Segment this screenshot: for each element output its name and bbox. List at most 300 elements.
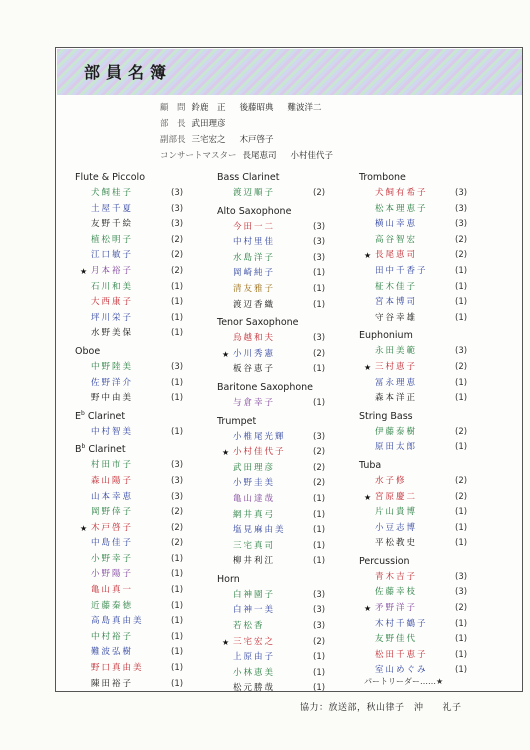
member-grade: (2) — [171, 250, 184, 261]
member-grade: (1) — [455, 393, 468, 404]
roster-column-2 — [217, 170, 357, 699]
part-leader-legend: パートリーダー……★ — [364, 677, 444, 686]
member-grade: (1) — [455, 634, 468, 645]
member-name: 青木吉子 — [375, 571, 418, 582]
member-name: 森山陽子 — [91, 475, 134, 486]
member-name: 三村恵子 — [375, 361, 418, 372]
member-name: 岡崎純子 — [233, 268, 276, 279]
member-row — [359, 601, 499, 617]
section-title — [217, 315, 357, 331]
member-row — [75, 233, 215, 249]
section-title-text: Horn — [217, 573, 240, 585]
member-row — [217, 635, 357, 651]
member-row — [359, 186, 499, 202]
section-title — [217, 414, 357, 430]
member-grade: (2) — [171, 265, 184, 276]
member-grade: (1) — [313, 509, 326, 520]
section-title-flat: b — [81, 443, 86, 451]
member-name: 難波弘樹 — [91, 647, 134, 658]
member-row — [75, 217, 215, 233]
member-name: 冨永理恵 — [375, 377, 418, 388]
member-row — [75, 248, 215, 264]
member-row — [217, 603, 357, 619]
member-row — [75, 474, 215, 490]
member-row — [75, 521, 215, 537]
member-row — [75, 202, 215, 218]
officer-name: 難波洋二 — [287, 103, 322, 113]
section-title-text: B — [75, 444, 82, 456]
member-grade: (2) — [313, 462, 326, 473]
member-name: 田中千香子 — [375, 265, 428, 276]
member-grade: (3) — [313, 605, 326, 616]
section-title — [359, 458, 499, 474]
part-leader-star-icon: ★ — [364, 362, 372, 372]
member-name: 柾木佳子 — [375, 281, 418, 292]
member-grade: (3) — [171, 219, 184, 230]
member-row — [359, 521, 499, 537]
section-title — [359, 554, 499, 570]
member-row — [217, 430, 357, 446]
member-row — [217, 539, 357, 555]
officer-name: 長尾恵司 — [242, 151, 277, 161]
member-row — [75, 391, 215, 407]
member-row — [75, 490, 215, 506]
member-row — [75, 186, 215, 202]
member-grade: (2) — [455, 234, 468, 245]
member-name: 友野佳代 — [375, 634, 418, 645]
member-grade: (1) — [455, 281, 468, 292]
member-grade: (1) — [313, 652, 326, 663]
member-name: 小野陽子 — [91, 569, 134, 580]
member-grade: (3) — [313, 333, 326, 344]
member-name: 原田太郎 — [375, 442, 418, 453]
member-row — [359, 311, 499, 327]
section-title — [359, 328, 499, 344]
member-name: 近藤秦徳 — [91, 600, 134, 611]
member-name: 守谷幸雄 — [375, 312, 418, 323]
member-grade: (1) — [313, 540, 326, 551]
member-row — [217, 554, 357, 570]
member-row — [359, 570, 499, 586]
member-row — [217, 619, 357, 635]
member-row — [217, 282, 357, 298]
member-row — [75, 360, 215, 376]
member-name: 中村智美 — [91, 426, 134, 437]
member-grade: (3) — [313, 621, 326, 632]
member-name: 陳田裕子 — [91, 678, 134, 689]
member-row — [217, 508, 357, 524]
section-title — [217, 204, 357, 220]
member-name: 網井真弓 — [233, 509, 276, 520]
member-name: 小村佳代子 — [233, 447, 286, 458]
member-row — [217, 347, 357, 363]
member-row — [75, 295, 215, 311]
member-name: 犬飼桂子 — [91, 188, 134, 198]
section-title-flat: b — [81, 409, 85, 417]
officer-row — [160, 148, 333, 164]
member-grade: (1) — [171, 616, 184, 627]
member-row — [217, 492, 357, 508]
member-name: 佐藤幸枝 — [375, 587, 418, 598]
member-name: 小野圭美 — [233, 478, 276, 489]
member-grade: (1) — [313, 397, 326, 408]
member-grade: (1) — [171, 328, 184, 339]
member-grade: (3) — [455, 346, 468, 357]
member-name: 三宅真司 — [233, 540, 276, 551]
section-title-rest: Clarinet — [84, 410, 126, 422]
member-row — [75, 645, 215, 661]
member-grade: (3) — [171, 188, 184, 198]
member-row — [217, 666, 357, 682]
member-row — [217, 681, 357, 697]
member-row — [75, 552, 215, 568]
member-name: 土屋千夏 — [91, 203, 134, 214]
member-grade: (2) — [455, 491, 468, 502]
member-row — [217, 445, 357, 461]
member-row — [359, 425, 499, 441]
member-row — [359, 648, 499, 664]
member-name: 佐野洋介 — [91, 377, 134, 388]
member-row — [75, 280, 215, 296]
member-row — [359, 280, 499, 296]
member-name: 中村裕子 — [91, 631, 134, 642]
member-grade: (3) — [455, 587, 468, 598]
member-row — [359, 233, 499, 249]
member-name: 松田千恵子 — [375, 649, 428, 660]
member-grade: (2) — [313, 348, 326, 359]
member-grade: (1) — [313, 364, 326, 375]
member-grade: (3) — [455, 203, 468, 214]
officer-role: コンサートマスター — [160, 151, 237, 161]
member-grade: (1) — [171, 281, 184, 292]
member-name: 岡野倖子 — [91, 507, 134, 518]
member-grade: (2) — [313, 636, 326, 647]
member-grade: (3) — [313, 237, 326, 248]
member-row — [217, 461, 357, 477]
member-grade: (1) — [171, 600, 184, 611]
part-leader-star-icon: ★ — [80, 523, 88, 533]
member-name: 水野美保 — [91, 328, 134, 339]
member-row — [217, 650, 357, 666]
member-grade: (1) — [313, 493, 326, 504]
officer-row — [160, 116, 333, 132]
section-title-rest: Clarinet — [85, 444, 126, 456]
member-grade: (2) — [171, 507, 184, 518]
member-row — [217, 298, 357, 314]
section-title-text: Tenor Saxophone — [217, 317, 299, 329]
member-row — [75, 677, 215, 693]
officer-name: 後藤昭典 — [239, 103, 274, 113]
member-row — [75, 583, 215, 599]
member-row — [359, 536, 499, 552]
officer-row — [160, 100, 333, 116]
section-title — [75, 442, 215, 458]
member-name: 塩見麻由美 — [233, 525, 286, 536]
member-grade: (3) — [455, 219, 468, 230]
member-row — [359, 360, 499, 376]
member-row — [217, 186, 357, 202]
member-grade: (2) — [455, 250, 468, 261]
member-row — [359, 295, 499, 311]
member-row — [75, 661, 215, 677]
member-name: 友野千絵 — [91, 219, 134, 230]
section-title-text: Trombone — [359, 172, 406, 183]
member-row — [359, 248, 499, 264]
member-grade: (3) — [171, 475, 184, 486]
officer-name: 三宅宏之 — [191, 135, 226, 145]
member-row — [359, 505, 499, 521]
member-name: 永田美範 — [375, 346, 418, 357]
part-leader-star-icon: ★ — [80, 266, 88, 276]
officer-name: 鈴鹿 正 — [191, 103, 226, 113]
member-row — [217, 588, 357, 604]
member-row — [75, 599, 215, 615]
member-row — [217, 251, 357, 267]
member-grade: (3) — [313, 589, 326, 600]
member-grade: (2) — [171, 234, 184, 245]
member-grade: (1) — [455, 265, 468, 276]
member-row — [75, 376, 215, 392]
member-grade: (1) — [313, 525, 326, 536]
section-title-text: Alto Saxophone — [217, 205, 292, 217]
member-row — [75, 567, 215, 583]
member-row — [217, 523, 357, 539]
member-grade: (1) — [455, 442, 468, 453]
section-title-text: Trumpet — [217, 415, 257, 427]
member-name: 白神一美 — [233, 605, 276, 616]
member-row — [217, 362, 357, 378]
member-name: 小林恵美 — [233, 667, 276, 678]
member-row — [217, 220, 357, 236]
member-grade: (2) — [313, 188, 326, 198]
member-grade: (1) — [171, 678, 184, 689]
member-row — [75, 264, 215, 280]
officer-row — [160, 132, 333, 148]
member-name: 柳井利江 — [233, 556, 276, 567]
member-name: 江口敏子 — [91, 250, 134, 261]
section-title — [359, 409, 499, 425]
section-title — [217, 572, 357, 588]
member-name: 野中由美 — [91, 393, 134, 404]
member-name: 月本裕子 — [91, 265, 134, 276]
section-title — [359, 170, 499, 186]
member-name: 若松香 — [233, 621, 265, 632]
member-row — [359, 490, 499, 506]
member-name: 矛野洋子 — [375, 603, 418, 614]
member-name: 小豆志博 — [375, 522, 418, 533]
member-name: 村田市子 — [91, 460, 134, 471]
section-title-text: Oboe — [75, 345, 101, 357]
section-title-text: Tuba — [359, 459, 382, 471]
member-name: 横山幸恵 — [375, 219, 418, 230]
member-grade: (1) — [455, 507, 468, 518]
member-name: 亀山真一 — [91, 585, 134, 596]
member-name: 水子修 — [375, 475, 407, 486]
member-name: 坪川栄子 — [91, 312, 134, 323]
member-row — [359, 264, 499, 280]
member-name: 上原由子 — [233, 652, 276, 663]
section-title — [75, 344, 215, 360]
member-grade: (3) — [313, 252, 326, 263]
part-leader-star-icon: ★ — [364, 492, 372, 502]
member-grade: (1) — [171, 631, 184, 642]
member-name: 中島佳子 — [91, 538, 134, 549]
member-grade: (1) — [313, 556, 326, 567]
member-grade: (1) — [171, 297, 184, 308]
member-grade: (1) — [455, 649, 468, 660]
member-name: 烏越和夫 — [233, 333, 276, 344]
member-grade: (2) — [171, 538, 184, 549]
member-row — [75, 311, 215, 327]
member-name: 板谷恵子 — [233, 364, 276, 375]
member-grade: (3) — [171, 361, 184, 372]
member-grade: (1) — [171, 393, 184, 404]
member-grade: (2) — [313, 478, 326, 489]
member-grade: (1) — [455, 377, 468, 388]
member-name: 小椎尾光輝 — [233, 431, 286, 442]
member-grade: (1) — [171, 585, 184, 596]
member-name: 宮本博司 — [375, 297, 418, 308]
section-title-text: Flute & Piccolo — [75, 172, 146, 183]
member-grade: (1) — [171, 663, 184, 674]
member-grade: (2) — [313, 447, 326, 458]
member-row — [75, 425, 215, 441]
member-grade: (2) — [455, 426, 468, 437]
member-name: 小川秀憲 — [233, 348, 276, 359]
section-title-text: String Bass — [359, 410, 413, 422]
member-name: 大西康子 — [91, 297, 134, 308]
member-name: 木戸啓子 — [91, 522, 134, 533]
member-grade: (3) — [171, 491, 184, 502]
member-row — [359, 632, 499, 648]
member-row — [359, 585, 499, 601]
member-name: 植松明子 — [91, 234, 134, 245]
member-grade: (2) — [455, 475, 468, 486]
member-row — [75, 326, 215, 342]
member-row — [359, 344, 499, 360]
member-grade: (3) — [171, 203, 184, 214]
part-leader-star-icon: ★ — [222, 637, 230, 647]
member-grade: (1) — [313, 667, 326, 678]
member-row — [359, 391, 499, 407]
member-row — [75, 458, 215, 474]
member-grade: (1) — [455, 538, 468, 549]
member-row — [217, 396, 357, 412]
member-name: 三宅宏之 — [233, 636, 276, 647]
member-grade: (1) — [455, 312, 468, 323]
section-title-text: E — [75, 410, 82, 422]
member-grade: (3) — [455, 571, 468, 582]
member-row — [75, 536, 215, 552]
roster-column-3 — [359, 170, 499, 681]
section-title — [217, 380, 357, 396]
member-row — [359, 217, 499, 233]
member-name: 片山貴博 — [375, 507, 418, 518]
section-title — [75, 409, 215, 425]
member-name: 白神園子 — [233, 589, 276, 600]
member-grade: (1) — [171, 312, 184, 323]
member-row — [217, 331, 357, 347]
member-grade: (3) — [171, 460, 184, 471]
member-grade: (1) — [313, 299, 326, 310]
member-name: 伊藤泰樹 — [375, 426, 418, 437]
member-row — [217, 235, 357, 251]
member-grade: (1) — [455, 665, 468, 676]
section-title — [217, 170, 357, 186]
part-leader-star-icon: ★ — [222, 448, 230, 458]
member-row — [217, 476, 357, 492]
member-name: 高島真由美 — [91, 616, 144, 627]
member-name: 宮原慶二 — [375, 491, 418, 502]
member-grade: (1) — [455, 618, 468, 629]
member-name: 中野陸美 — [91, 361, 134, 372]
officer-role: 副部長 — [160, 135, 186, 145]
section-title-text: Euphonium — [359, 330, 413, 342]
member-name: 渡辺香織 — [233, 299, 276, 310]
member-name: 松本理恵子 — [375, 203, 428, 214]
member-name: 渡辺順子 — [233, 188, 276, 198]
section-title-text: Bass Clarinet — [217, 172, 280, 183]
member-name: 清友雅子 — [233, 283, 276, 294]
member-grade: (1) — [171, 426, 184, 437]
member-grade: (1) — [171, 647, 184, 658]
officers-list — [160, 100, 333, 164]
member-name: 野口真由美 — [91, 663, 144, 674]
member-name: 犬飼有希子 — [375, 188, 428, 198]
member-name: 水島洋子 — [233, 252, 276, 263]
page-title: 部員名簿 — [84, 63, 173, 82]
member-row — [359, 440, 499, 456]
member-row — [75, 614, 215, 630]
member-grade: (1) — [455, 522, 468, 533]
member-grade: (1) — [171, 377, 184, 388]
section-title-text: Baritone Saxophone — [217, 381, 314, 393]
part-leader-star-icon: ★ — [364, 251, 372, 261]
member-row — [359, 617, 499, 633]
member-row — [217, 266, 357, 282]
member-grade: (3) — [313, 431, 326, 442]
member-name: 亀山達哉 — [233, 493, 276, 504]
member-row — [359, 202, 499, 218]
member-grade: (1) — [313, 268, 326, 279]
member-name: 山本幸恵 — [91, 491, 134, 502]
member-grade: (1) — [313, 683, 326, 694]
member-row — [359, 474, 499, 490]
member-name: 平松教史 — [375, 538, 418, 549]
member-row — [75, 630, 215, 646]
member-name: 武田理彦 — [233, 462, 276, 473]
member-name: 松元勝哉 — [233, 683, 276, 694]
member-grade: (3) — [455, 188, 468, 198]
officer-name: 木戸啓子 — [239, 135, 274, 145]
member-name: 今田一二 — [233, 221, 276, 232]
section-title-text: Percussion — [359, 555, 410, 567]
officer-name: 武田理彦 — [191, 119, 226, 129]
member-name: 小野幸子 — [91, 553, 134, 564]
part-leader-star-icon: ★ — [222, 349, 230, 359]
member-row — [75, 505, 215, 521]
member-grade: (1) — [455, 297, 468, 308]
member-name: 中村里佳 — [233, 237, 276, 248]
member-name: 与倉幸子 — [233, 397, 276, 408]
member-grade: (2) — [455, 603, 468, 614]
member-grade: (3) — [313, 221, 326, 232]
credit-line: 協力：放送部，秋山律子 沖 礼子 — [300, 703, 462, 713]
section-title — [75, 170, 215, 186]
member-grade: (2) — [171, 522, 184, 533]
member-name: 高谷智宏 — [375, 234, 418, 245]
officer-name: 小村佳代子 — [290, 151, 334, 161]
